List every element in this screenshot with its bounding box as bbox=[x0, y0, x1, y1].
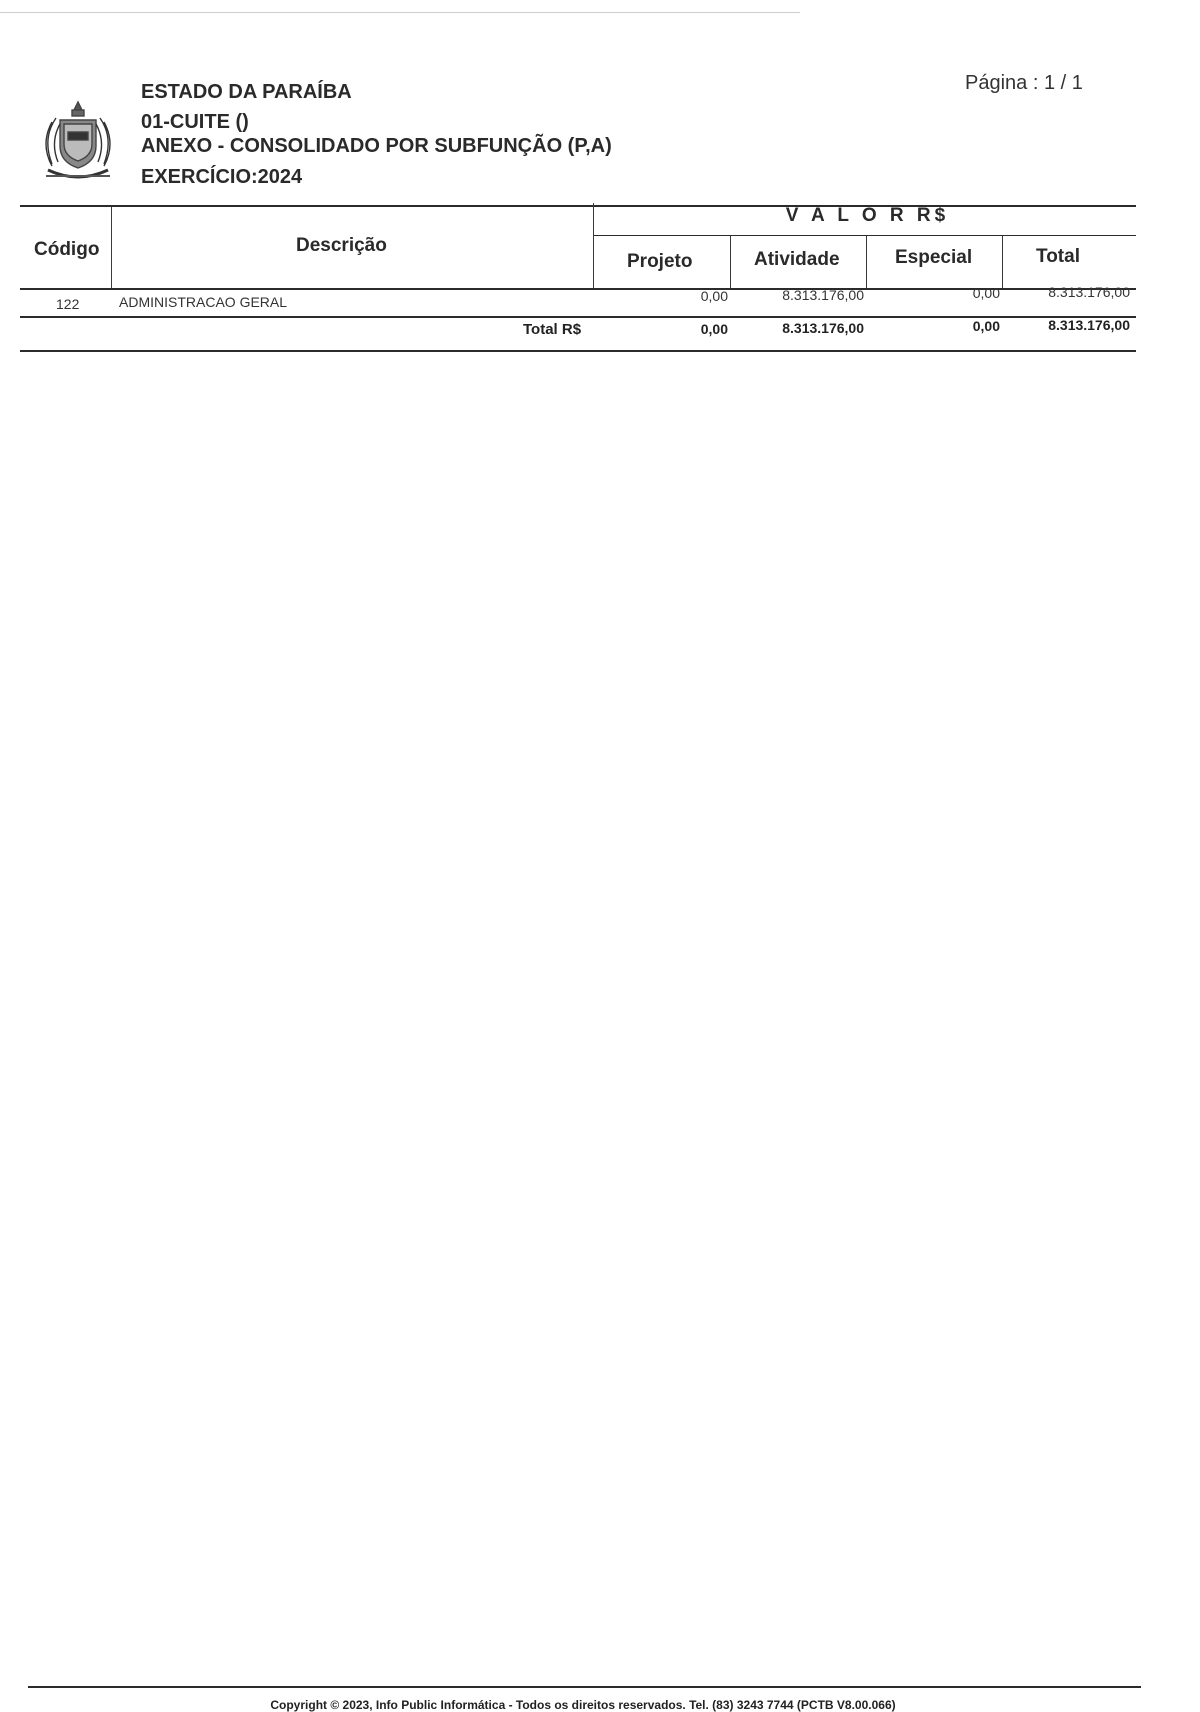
col-divider-especial bbox=[1002, 236, 1003, 288]
header-atividade: Atividade bbox=[754, 249, 840, 270]
col-divider-atividade bbox=[866, 236, 867, 288]
row-especial: 0,00 bbox=[972, 285, 1000, 301]
header-valor-group: V A L O R R$ bbox=[785, 205, 950, 226]
row-atividade: 8.313.176,00 bbox=[782, 287, 864, 303]
header-projeto: Projeto bbox=[627, 251, 693, 272]
total-projeto: 0,00 bbox=[700, 321, 728, 337]
footer-rule bbox=[28, 1686, 1141, 1688]
col-divider-projeto bbox=[730, 236, 731, 288]
total-label: Total R$ bbox=[523, 321, 582, 338]
total-total: 8.313.176,00 bbox=[1048, 317, 1130, 333]
total-atividade: 8.313.176,00 bbox=[782, 320, 864, 336]
row-descricao: ADMINISTRACAO GERAL bbox=[119, 294, 288, 310]
report-title: ANEXO - CONSOLIDADO POR SUBFUNÇÃO (P,A) bbox=[141, 135, 612, 157]
col-divider-descricao bbox=[593, 203, 594, 288]
col-divider-codigo bbox=[111, 207, 112, 288]
valor-sub-rule bbox=[593, 235, 1136, 236]
header-total: Total bbox=[1036, 246, 1080, 267]
exercise-year: EXERCÍCIO:2024 bbox=[141, 166, 303, 188]
total-especial: 0,00 bbox=[972, 318, 1000, 334]
row-projeto: 0,00 bbox=[700, 288, 728, 304]
footer-copyright: Copyright © 2023, Info Public Informática - Todos os direitos reservados. Tel. (83) 3243 7744 (PCTB V8.00.066) bbox=[270, 1698, 896, 1712]
header-especial: Especial bbox=[895, 247, 973, 268]
state-crest-icon bbox=[38, 100, 118, 184]
state-name: ESTADO DA PARAÍBA bbox=[141, 81, 352, 103]
scan-edge-line bbox=[0, 12, 800, 13]
header-descricao: Descrição bbox=[296, 235, 387, 256]
table-end-rule bbox=[20, 350, 1136, 352]
row-total: 8.313.176,00 bbox=[1048, 284, 1130, 300]
row-codigo: 122 bbox=[56, 296, 80, 312]
header-codigo: Código bbox=[34, 239, 100, 260]
entity-name: 01-CUITE () bbox=[141, 111, 249, 133]
page-indicator: Página : 1 / 1 bbox=[965, 72, 1083, 94]
